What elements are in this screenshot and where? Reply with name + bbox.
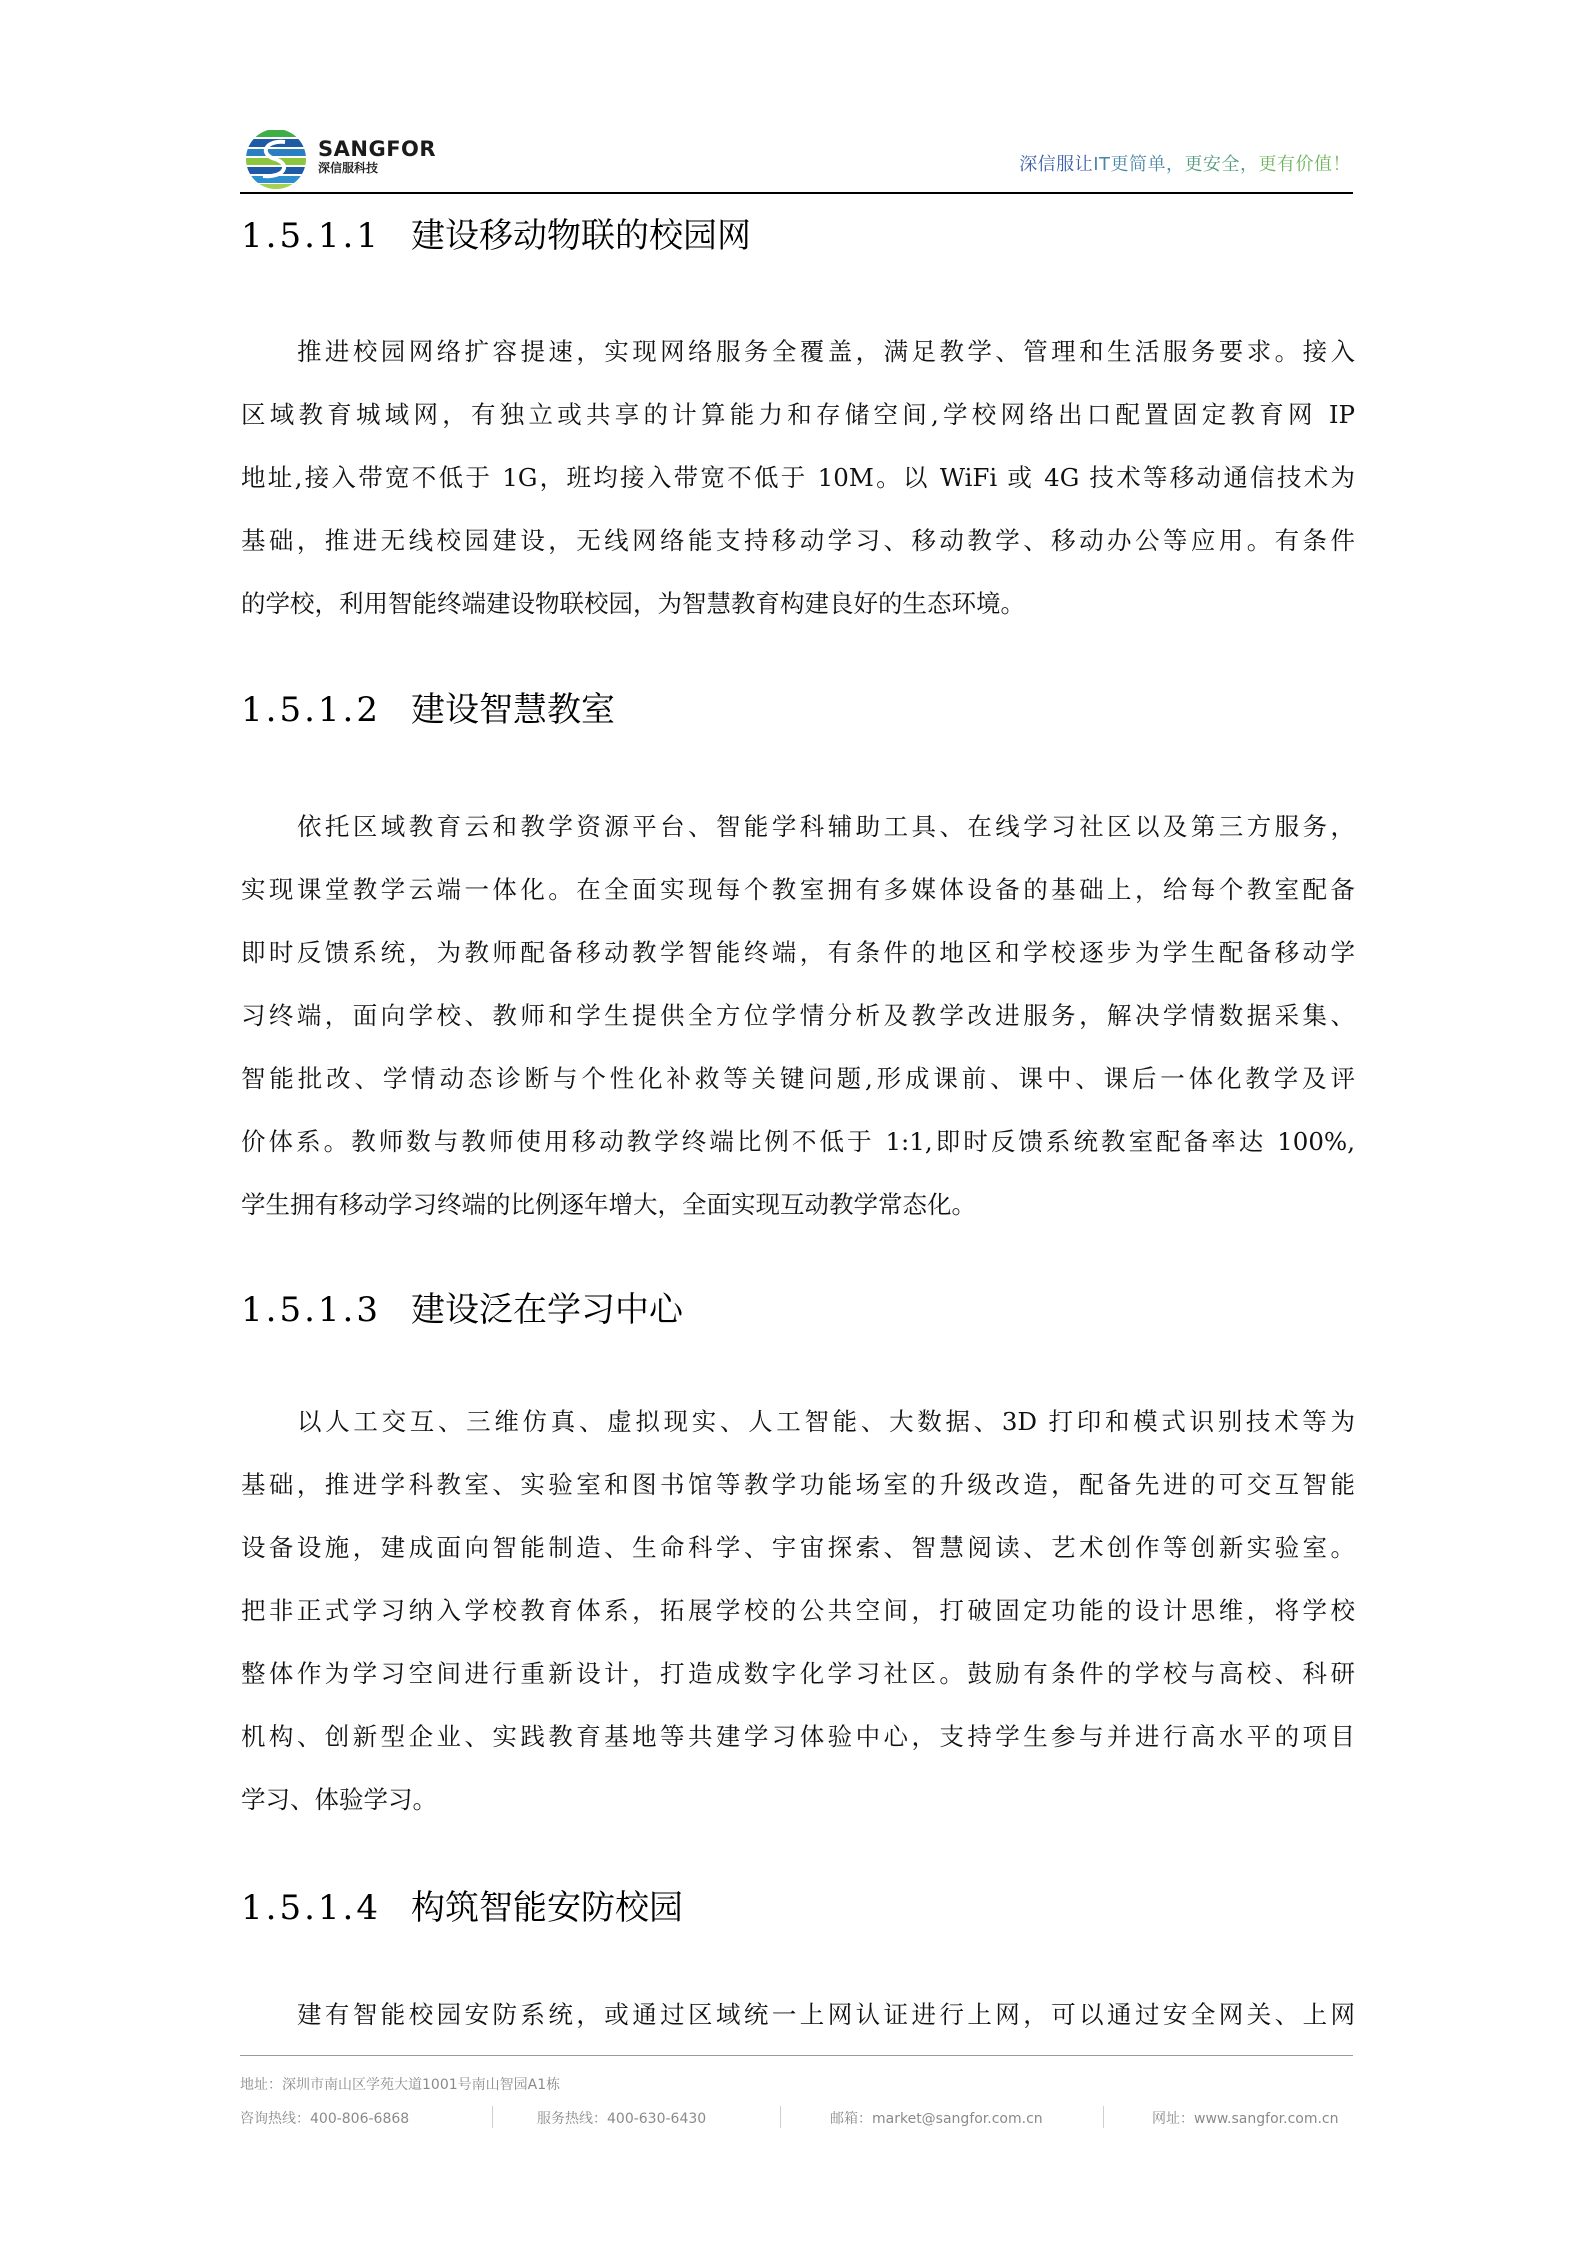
slogan-part: IT更简单， (1093, 154, 1185, 175)
paragraph-line: 建有智能校园安防系统，或通过区域统一上网认证进行上网，可以通过安全网关、上网 (297, 2000, 1355, 2029)
section-number: 1.5.1.3 (241, 1290, 381, 1330)
slogan-part: 更安全， (1184, 154, 1259, 175)
paragraph-line: 基础，推进无线校园建设，无线网络能支持移动学习、移动教学、移动办公等应用。有条件 (241, 526, 1355, 555)
section-number: 1.5.1.4 (241, 1888, 381, 1928)
section-heading (241, 1888, 683, 1928)
footer-contact-row (240, 2108, 1355, 2130)
footer-separator (1103, 2106, 1104, 2128)
section-paragraph (241, 1983, 1355, 2046)
slogan (1019, 150, 1351, 176)
paragraph-line: 区域教育城域网，有独立或共享的计算能力和存储空间,学校网络出口配置固定教育网 IP (241, 400, 1355, 429)
section-title: 建设泛在学习中心 (411, 1290, 683, 1330)
footer-service-hotline: 服务热线：400-630-6430 (537, 2111, 707, 2127)
paragraph-line: 机构、创新型企业、实践教育基地等共建学习体验中心，支持学生参与并进行高水平的项目 (241, 1722, 1355, 1751)
paragraph-line: 即时反馈系统，为教师配备移动教学智能终端，有条件的地区和学校逐步为学生配备移动学 (241, 938, 1355, 967)
brand-name-en: SANGFOR (318, 137, 437, 161)
section-paragraph (241, 320, 1355, 635)
footer-email: 邮箱：market@sangfor.com.cn (830, 2111, 1043, 2127)
paragraph-line: 把非正式学习纳入学校教育体系，拓展学校的公共空间，打破固定功能的设计思维，将学校 (241, 1596, 1355, 1625)
section-paragraph (241, 1390, 1355, 1831)
paragraph-line: 基础，推进学科教室、实验室和图书馆等教学功能场室的升级改造，配备先进的可交互智能 (241, 1470, 1355, 1499)
paragraph-line: 智能批改、学情动态诊断与个性化补救等关键问题,形成课前、课中、课后一体化教学及评 (241, 1064, 1355, 1093)
paragraph-line: 推进校园网络扩容提速，实现网络服务全覆盖，满足教学、管理和生活服务要求。接入 (297, 337, 1355, 366)
paragraph-line: 学生拥有移动学习终端的比例逐年增大，全面实现互动教学常态化。 (241, 1190, 976, 1219)
paragraph-line: 设备设施，建成面向智能制造、生命科学、宇宙探索、智慧阅读、艺术创作等创新实验室。 (241, 1533, 1355, 1562)
section-title: 构筑智能安防校园 (411, 1888, 683, 1928)
section-paragraph (241, 795, 1355, 1236)
footer-website: 网址：www.sangfor.com.cn (1152, 2111, 1339, 2127)
paragraph-line: 地址,接入带宽不低于 1G，班均接入带宽不低于 10M。以 WiFi 或 4G 技术等移动通信技术为 (241, 463, 1355, 492)
paragraph-line: 依托区域教育云和教学资源平台、智能学科辅助工具、在线学习社区以及第三方服务， (297, 812, 1355, 841)
section-heading (241, 690, 615, 730)
footer-divider (240, 2055, 1353, 2056)
slogan-part: 深信服让 (1019, 154, 1094, 175)
brand-name-cn: 深信服科技 (318, 161, 379, 175)
header-divider (240, 192, 1353, 194)
page-header (240, 120, 1355, 192)
section-heading (241, 1290, 683, 1330)
footer-separator (492, 2106, 493, 2128)
paragraph-line: 习终端，面向学校、教师和学生提供全方位学情分析及教学改进服务，解决学情数据采集、 (241, 1001, 1355, 1030)
paragraph-line: 以人工交互、三维仿真、虚拟现实、人工智能、大数据、3D 打印和模式识别技术等为 (297, 1407, 1355, 1436)
section-title: 建设移动物联的校园网 (411, 216, 751, 256)
section-number: 1.5.1.2 (241, 690, 381, 730)
paragraph-line: 价体系。教师数与教师使用移动教学终端比例不低于 1:1,即时反馈系统教室配备率达 100%, (241, 1127, 1355, 1156)
slogan-part: 更有价值！ (1258, 154, 1351, 175)
section-number: 1.5.1.1 (241, 216, 381, 256)
paragraph-line: 学习、体验学习。 (241, 1785, 437, 1814)
section-title: 建设智慧教室 (411, 690, 615, 730)
sangfor-logo-icon (245, 128, 307, 190)
paragraph-line: 的学校，利用智能终端建设物联校园，为智慧教育构建良好的生态环境。 (241, 589, 1025, 618)
footer-address: 地址：深圳市南山区学苑大道1001号南山智园A1栋 (240, 2077, 561, 2093)
brand (318, 138, 436, 176)
paragraph-line: 整体作为学习空间进行重新设计，打造成数字化学习社区。鼓励有条件的学校与高校、科研 (241, 1659, 1355, 1688)
paragraph-line: 实现课堂教学云端一体化。在全面实现每个教室拥有多媒体设备的基础上，给每个教室配备 (241, 875, 1355, 904)
section-heading (241, 216, 751, 256)
footer-consult-hotline: 咨询热线：400-806-6868 (240, 2111, 410, 2127)
footer-separator (780, 2106, 781, 2128)
